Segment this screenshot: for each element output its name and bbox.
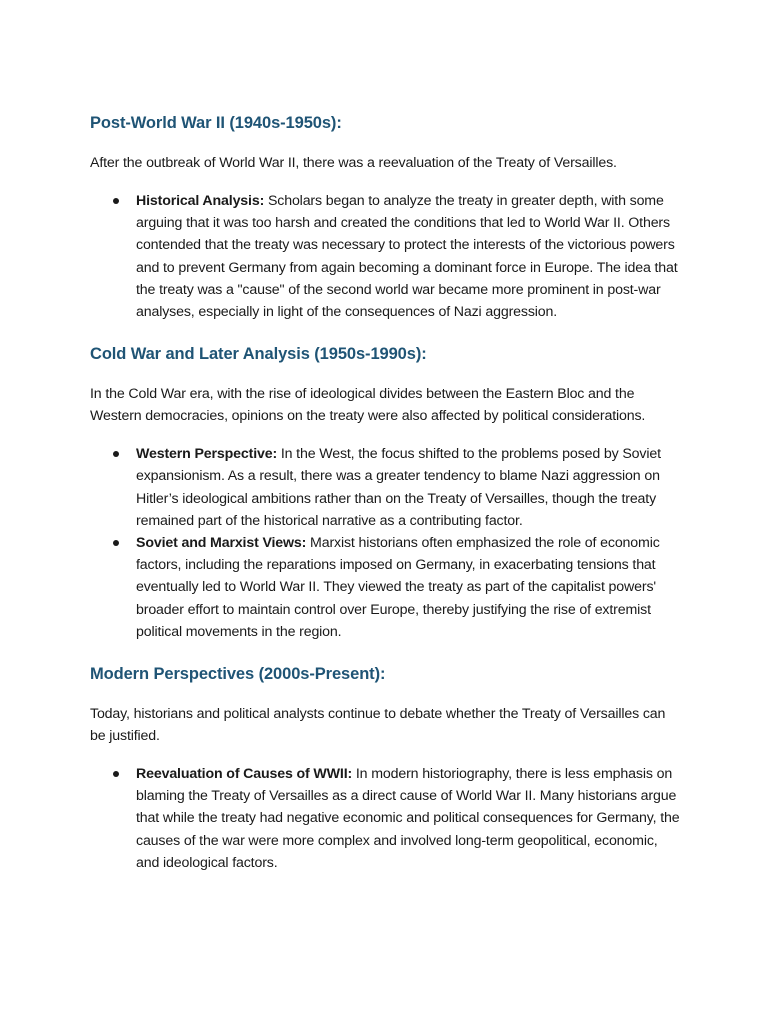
section-intro-modern: Today, historians and political analysts continue to debate whether the Treaty of Versailles can be justified.	[90, 706, 666, 745]
bullet-list-cold-war	[90, 443, 682, 643]
list-item	[90, 763, 682, 874]
bullet-icon	[113, 771, 119, 777]
bullet-text: In the West, the focus shifted to the problems posed by Soviet expansionism. As a result, there was a greater tendency to blame Nazi aggression on Hitler’s ideological ambitions rather than on the Treaty of Versailles, though the treaty remained part of the historical narrative as a contributing factor.	[136, 446, 661, 529]
bullet-icon	[113, 540, 119, 546]
bullet-list-post-ww2	[90, 190, 682, 323]
bullet-text: In modern historiography, there is less emphasis on blaming the Treaty of Versailles as a direct cause of World War II. Many historians argue that while the treaty had negative economic and political consequences for Germany, the causes of the war were more complex and involved long-term geopolitical, economic, and ideological factors.	[136, 766, 680, 871]
section-heading-modern: Modern Perspectives (2000s-Present):	[90, 665, 386, 684]
section-heading-cold-war: Cold War and Later Analysis (1950s-1990s):	[90, 345, 427, 364]
bullet-icon	[113, 451, 119, 457]
section-intro-cold-war: In the Cold War era, with the rise of ideological divides between the Eastern Bloc and the Western democracies, opinions on the treaty were also affected by political considerations.	[90, 386, 646, 425]
bullet-label: Western Perspective:	[136, 446, 278, 463]
bullet-text: Marxist historians often emphasized the role of economic factors, including the reparations imposed on Germany, in exacerbating tensions that eventually led to World War II. They viewed the treaty as part of the capitalist powers' broader effort to maintain control over Europe, thereby justifying the rise of extremist political movements in the region.	[136, 535, 660, 640]
bullet-label: Soviet and Marxist Views:	[136, 535, 307, 552]
document-body	[90, 111, 682, 874]
list-item	[90, 443, 682, 532]
list-item	[90, 532, 682, 643]
bullet-label: Historical Analysis:	[136, 193, 265, 209]
bullet-icon	[113, 198, 119, 204]
bullet-list-modern	[90, 763, 682, 874]
section-intro-post-ww2: After the outbreak of World War II, there was a reevaluation of the Treaty of Versailles.	[90, 155, 617, 171]
section-heading-post-ww2: Post-World War II (1940s-1950s):	[90, 114, 342, 132]
list-item	[90, 190, 682, 323]
bullet-label: Reevaluation of Causes of WWII:	[136, 766, 353, 783]
bullet-text: Scholars began to analyze the treaty in greater depth, with some arguing that it was too harsh and created the conditions that led to World War II. Others contended that the treaty was necessary to protect the interests of the victorious powers and to prevent Germany from again becoming a dominant force in Europe. The idea that the treaty was a "cause" of the second world war became more prominent in post-war analyses, especially in light of the consequences of Nazi aggression.	[136, 193, 678, 321]
